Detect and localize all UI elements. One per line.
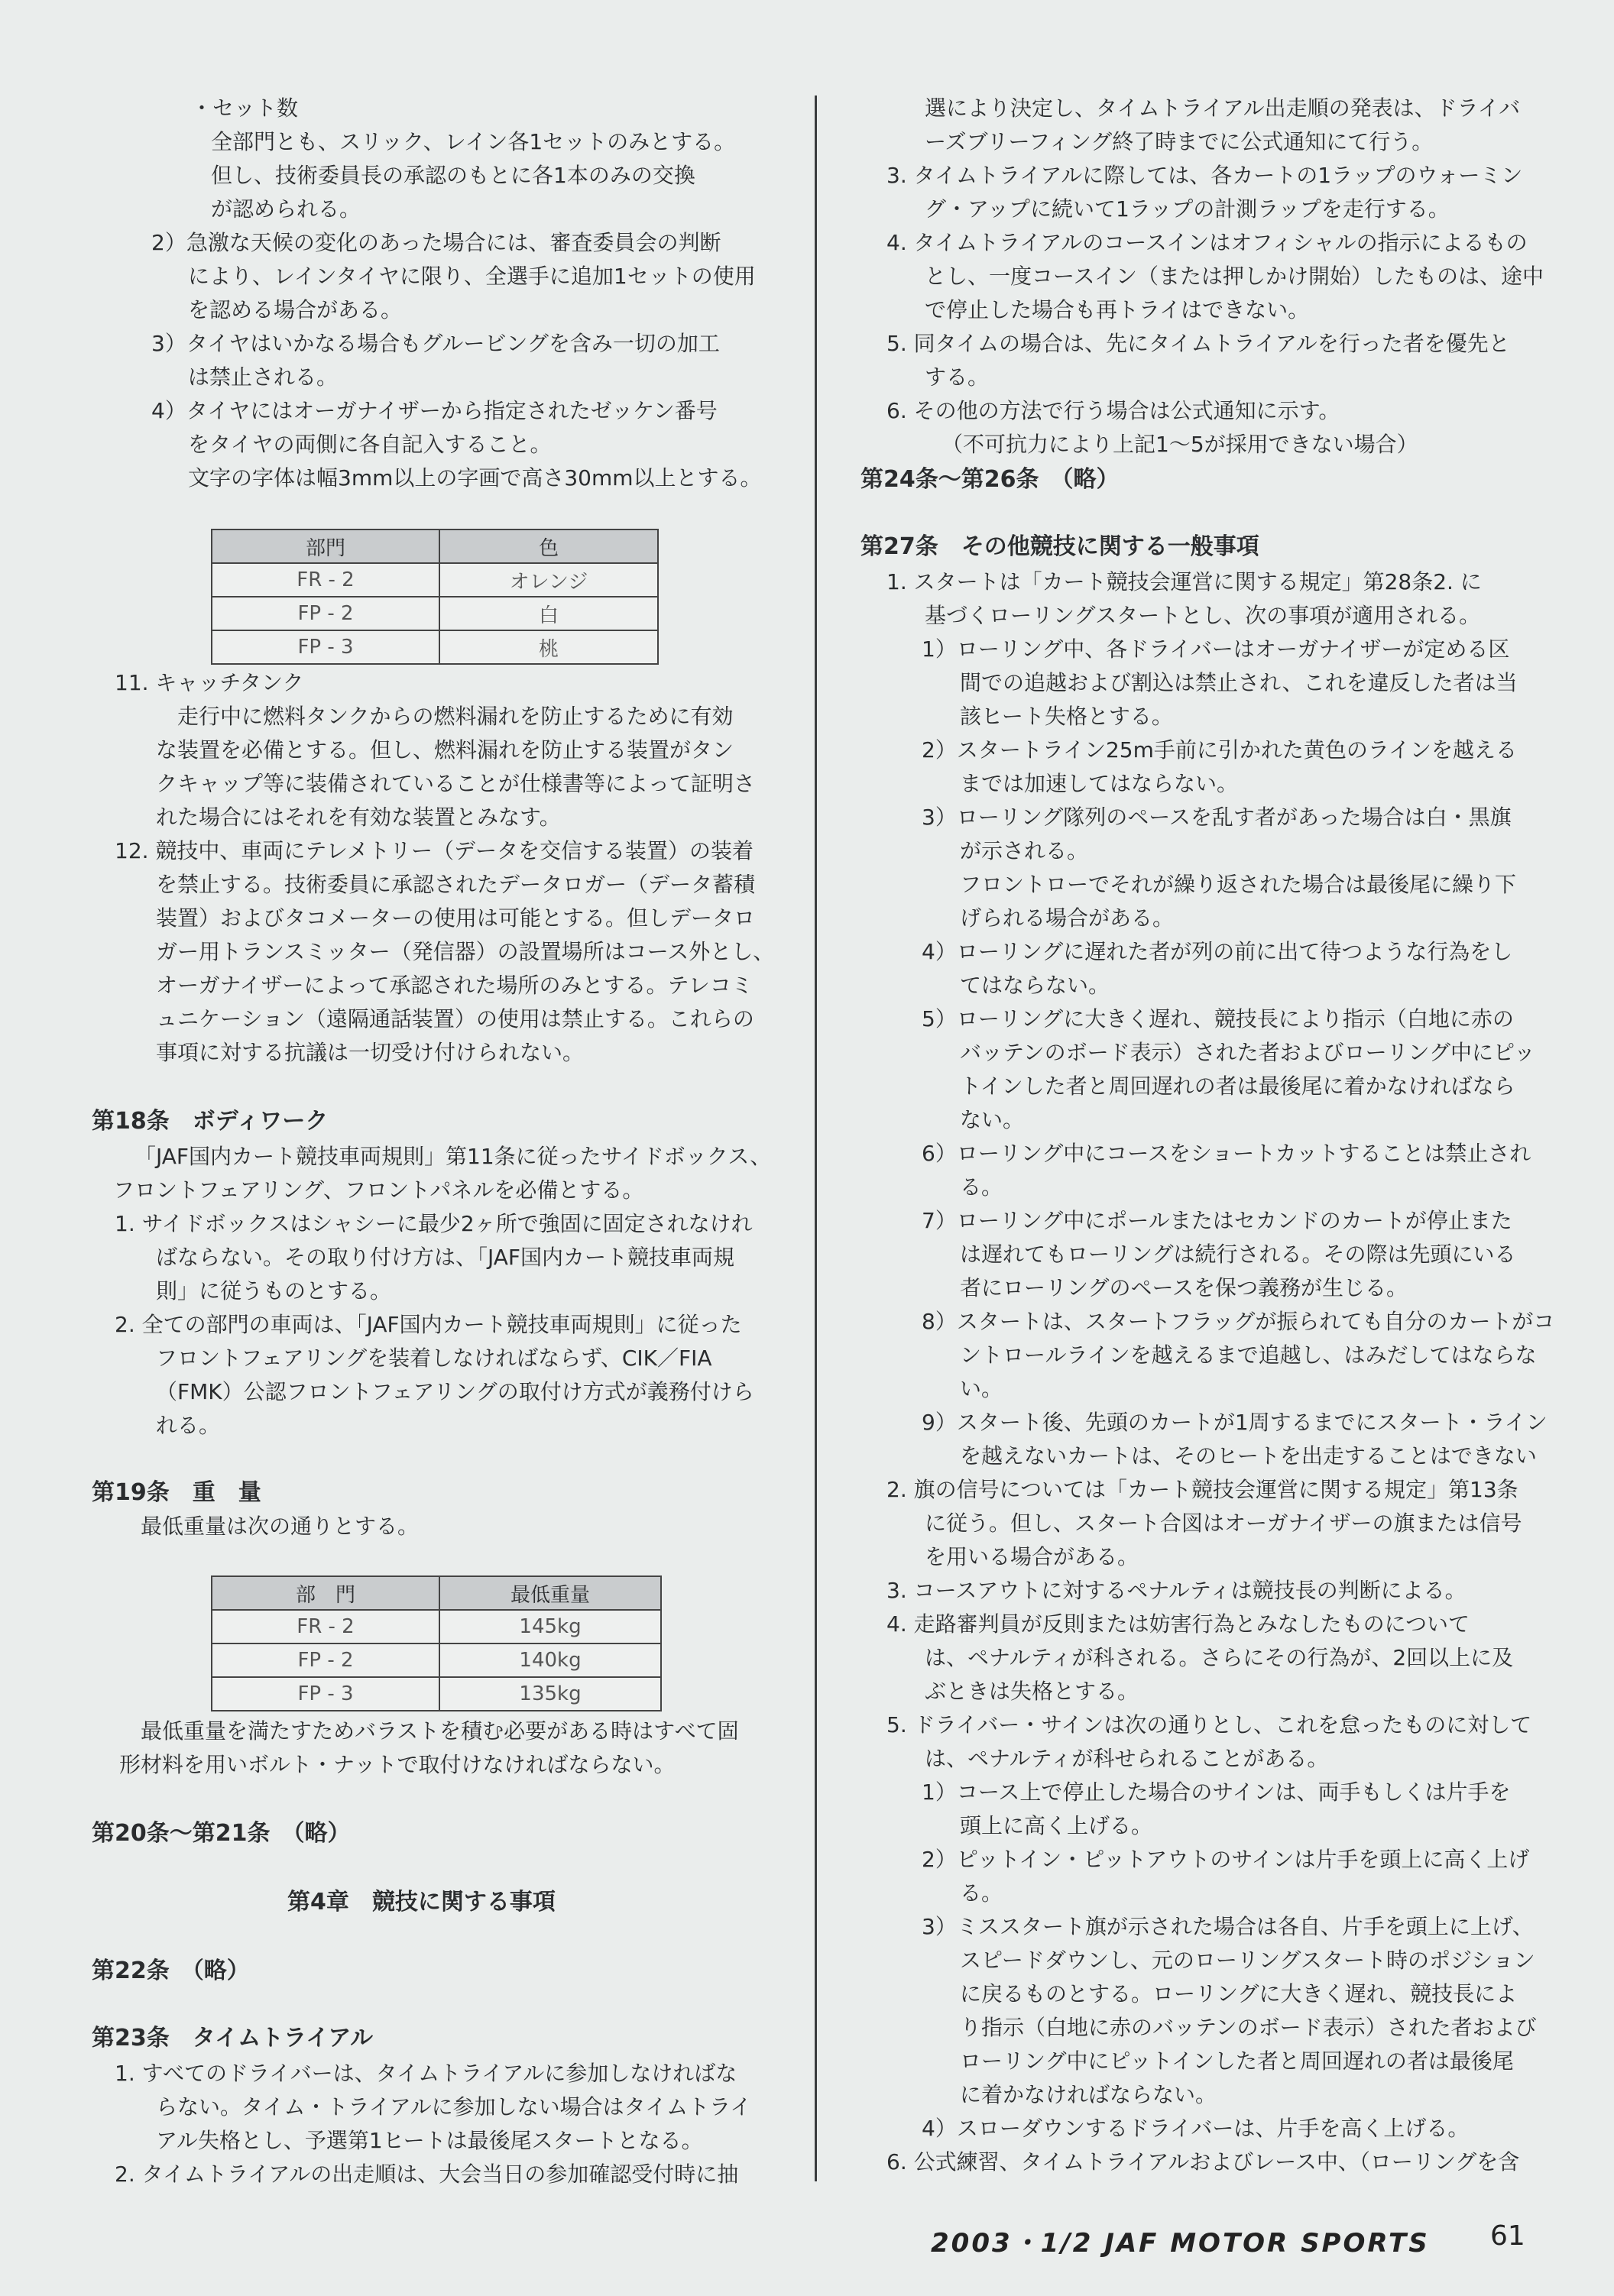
section-heading: 第27条 その他競技に関する一般事項 <box>860 533 1259 560</box>
text-line: （FMK）公認フロントフェアリングの取付け方式が義務付けら <box>156 1379 754 1404</box>
text-line: に戻るものとする。ローリングに大きく遅れ、競技長によ <box>960 1981 1518 2006</box>
tire-color-table <box>211 529 659 665</box>
text-line: 最低重量は次の通りとする。 <box>141 1514 420 1539</box>
text-line: 則」に従うものとする。 <box>156 1278 392 1303</box>
cell-weight: 140kg <box>439 1643 661 1677</box>
text-line: は遅れてもローリングは続行される。その際は先頭にいる <box>960 1242 1516 1267</box>
cell-division: FP - 3 <box>212 1677 439 1711</box>
text-line: 3）タイヤはいかなる場合もグルービングを含み一切の加工 <box>151 331 720 356</box>
section-heading: 第18条 ボディワーク <box>92 1108 329 1135</box>
cell-division: FP - 2 <box>212 597 439 630</box>
text-line: 2. 全ての部門の車両は、「JAF国内カート競技車両規則」に従った <box>115 1312 742 1337</box>
text-line: に従う。但し、スタート合図はオーガナイザーの旗または信号 <box>925 1511 1522 1536</box>
text-line: 装置）およびタコメーターの使用は可能とする。但しデータロ <box>156 905 756 931</box>
text-line: 該ヒート失格とする。 <box>960 704 1173 729</box>
magazine-footer: 2003・1/2 JAF MOTOR SPORTS <box>931 2228 1430 2259</box>
text-line: 1. スタートは「カート競技会運営に関する規定」第28条2. に <box>886 569 1482 594</box>
text-line: 8）スタートは、スタートフラッグが振られても自分のカートがコ <box>922 1309 1555 1334</box>
text-line: ・セット数 <box>191 96 299 121</box>
text-line: 5）ローリングに大きく遅れ、競技長により指示（白地に赤の <box>922 1006 1514 1031</box>
text-line: ュニケーション（遠隔通話装置）の使用は禁止する。これらの <box>156 1006 754 1031</box>
section-heading: 第19条 重 量 <box>92 1479 261 1506</box>
text-line: 間での追越および割込は禁止され、これを違反した者は当 <box>960 670 1518 695</box>
text-line: を禁止する。技術委員に承認されたデータロガー（データ蓄積 <box>156 872 756 897</box>
header-division: 部 門 <box>212 1576 439 1610</box>
text-line: 基づくローリングスタートとし、次の事項が適用される。 <box>925 603 1481 628</box>
text-line: により、レインタイヤに限り、全選手に追加1セットの使用 <box>188 264 756 289</box>
header-color: 色 <box>439 529 658 563</box>
text-line: する。 <box>925 364 990 390</box>
text-line: ーズブリーフィング終了時までに公式通知にて行う。 <box>925 129 1434 154</box>
table-row <box>212 1610 661 1643</box>
text-line: ローリング中にピットインした者と周回遅れの者は最後尾 <box>960 2048 1514 2074</box>
section-heading: 第23条 タイムトライアル <box>92 2025 374 2052</box>
text-line: 2. 旗の信号については「カート競技会運営に関する規定」第13条 <box>886 1477 1518 1502</box>
text-line: 文字の字体は幅3mm以上の字画で高さ30mm以上とする。 <box>188 465 762 491</box>
column-divider <box>815 96 817 2181</box>
text-line: 9）スタート後、先頭のカートが1周するまでにスタート・ライン <box>922 1410 1548 1435</box>
text-line: 「JAF国内カート競技車両規則」第11条に従ったサイドボックス、 <box>134 1144 772 1169</box>
text-line: る。 <box>960 1174 1003 1200</box>
text-line: げられる場合がある。 <box>960 905 1175 931</box>
text-line: フロントローでそれが繰り返された場合は最後尾に繰り下 <box>960 872 1517 897</box>
text-line: 最低重量を満たすためバラストを積む必要がある時はすべて固 <box>141 1718 739 1744</box>
text-line: 1）コース上で停止した場合のサインは、両手もしくは片手を <box>922 1779 1511 1805</box>
text-line: ばならない。その取り付け方は、「JAF国内カート競技車両規 <box>156 1245 735 1270</box>
text-line: トインした者と周回遅れの者は最後尾に着かなければなら <box>960 1074 1515 1099</box>
text-line: 4. タイムトライアルのコースインはオフィシャルの指示によるもの <box>886 230 1528 255</box>
text-line: 走行中に燃料タンクからの燃料漏れを防止するために有効 <box>177 704 734 729</box>
text-line: を認める場合がある。 <box>188 297 403 322</box>
text-line: フロントフェアリングを装着しなければならず、CIK／FIA <box>156 1346 712 1371</box>
text-line: 1）ローリング中、各ドライバーはオーガナイザーが定める区 <box>922 636 1510 662</box>
section-heading: 第22条 （略） <box>92 1958 250 1984</box>
table-row <box>212 597 658 630</box>
text-line: とし、一度コースイン（または押しかけ開始）したものは、途中 <box>925 264 1544 289</box>
text-line: 4）ローリングに遅れた者が列の前に出て待つような行為をし <box>922 939 1513 964</box>
text-line: 全部門とも、スリック、レイン各1セットのみとする。 <box>211 129 736 154</box>
header-division: 部門 <box>212 529 439 563</box>
text-line: 2）スタートライン25m手前に引かれた黄色のラインを越える <box>922 737 1518 763</box>
text-line: オーガナイザーによって承認された場所のみとする。テレコミ <box>156 973 753 998</box>
text-line: る。 <box>960 1880 1003 1906</box>
cell-division: FP - 2 <box>212 1643 439 1677</box>
table-header-row <box>212 529 658 563</box>
text-line: な装置を必備とする。但し、燃料漏れを防止する装置がタン <box>156 737 734 763</box>
text-line: り指示（白地に赤のバッテンのボード表示）された者および <box>960 2015 1537 2040</box>
cell-color: オレンジ <box>439 563 658 597</box>
text-line: 4）スローダウンするドライバーは、片手を高く上げる。 <box>922 2116 1470 2141</box>
text-line: 但し、技術委員長の承認のもとに各1本のみの交換 <box>211 163 695 188</box>
table-header-row <box>212 1576 661 1610</box>
text-line: 6. 公式練習、タイムトライアルおよびレース中、（ローリングを含 <box>886 2149 1520 2175</box>
table-row <box>212 1677 661 1711</box>
text-line: 3. タイムトライアルに際しては、各カートの1ラップのウォーミン <box>886 163 1523 188</box>
text-line: は禁止される。 <box>188 364 339 390</box>
text-line: ぶときは失格とする。 <box>925 1679 1139 1704</box>
text-line: 7）ローリング中にポールまたはセカンドのカートが停止また <box>922 1208 1512 1233</box>
table-row <box>212 1643 661 1677</box>
text-line: グ・アップに続いて1ラップの計測ラップを走行する。 <box>925 196 1450 222</box>
text-line: 6）ローリング中にコースをショートカットすることは禁止され <box>922 1141 1531 1166</box>
table-row <box>212 563 658 597</box>
cell-weight: 145kg <box>439 1610 661 1643</box>
section-heading: 第20条〜第21条 （略） <box>92 1820 351 1847</box>
section-heading: 第24条〜第26条 （略） <box>860 466 1120 493</box>
text-line: らない。タイム・トライアルに参加しない場合はタイムトライ <box>156 2094 752 2120</box>
cell-division: FR - 2 <box>212 1610 439 1643</box>
text-line: 3）ミススタート旗が示された場合は各自、片手を頭上に上げ、 <box>922 1914 1534 1939</box>
table-row <box>212 630 658 664</box>
text-line: アル失格とし、予選第1ヒートは最後尾スタートとなる。 <box>156 2128 703 2153</box>
text-line: （不可抗力により上記1〜5が採用できない場合） <box>942 432 1418 457</box>
text-line: ない。 <box>960 1107 1025 1132</box>
text-line: 1. サイドボックスはシャシーに最少2ヶ所で強固に固定されなけれ <box>115 1211 753 1236</box>
cell-color: 桃 <box>439 630 658 664</box>
text-line: 選により決定し、タイムトライアル出走順の発表は、ドライバ <box>925 96 1521 121</box>
text-line: ントロールラインを越えるまで追越し、はみだしてはならな <box>960 1342 1537 1368</box>
text-line: 4）タイヤにはオーガナイザーから指定されたゼッケン番号 <box>151 398 718 423</box>
text-line: を越えないカートは、そのヒートを出走することはできない <box>960 1443 1537 1469</box>
text-line: 11. キャッチタンク <box>115 670 304 695</box>
text-line: バッテンのボード表示）された者およびローリング中にピッ <box>960 1040 1535 1065</box>
text-line: てはならない。 <box>960 973 1110 998</box>
text-line: 1. すべてのドライバーは、タイムトライアルに参加しなければな <box>115 2061 737 2086</box>
text-line: れた場合にはそれを有効な装置とみなす。 <box>156 805 561 830</box>
cell-color: 白 <box>439 597 658 630</box>
page-number: 61 <box>1490 2220 1525 2252</box>
text-line: が認められる。 <box>211 196 361 222</box>
text-line: 6. その他の方法で行う場合は公式通知に示す。 <box>886 398 1340 423</box>
text-line: が示される。 <box>960 838 1089 863</box>
text-line: ガー用トランスミッター（発信器）の設置場所はコース外とし、 <box>156 939 775 964</box>
text-line: 3）ローリング隊列のペースを乱す者があった場合は白・黒旗 <box>922 805 1512 830</box>
text-line: に着かなければならない。 <box>960 2082 1217 2107</box>
minimum-weight-table <box>211 1575 662 1711</box>
section-heading: 第4章 競技に関する事項 <box>287 1889 556 1915</box>
text-line: 5. 同タイムの場合は、先にタイムトライアルを行った者を優先と <box>886 331 1510 356</box>
text-line: クキャップ等に装備されていることが仕様書等によって証明さ <box>156 771 756 796</box>
text-line: 者にローリングのペースを保つ義務が生じる。 <box>960 1275 1408 1300</box>
text-line: は、ペナルティが科せられることがある。 <box>925 1746 1329 1771</box>
text-line: 3. コースアウトに対するペナルティは競技長の判断による。 <box>886 1578 1467 1603</box>
text-line: スピードダウンし、元のローリングスタート時のポジション <box>960 1948 1535 1973</box>
cell-division: FP - 3 <box>212 630 439 664</box>
text-line: 12. 競技中、車両にテレメトリー（データを交信する装置）の装着 <box>115 838 754 863</box>
text-line: 事項に対する抗議は一切受け付けられない。 <box>156 1040 585 1065</box>
text-line: は、ペナルティが科される。さらにその行為が、2回以上に及 <box>925 1645 1514 1670</box>
text-line: 2. タイムトライアルの出走順は、大会当日の参加確認受付時に抽 <box>115 2162 739 2187</box>
text-line: 4. 走路審判員が反則または妨害行為とみなしたものについて <box>886 1611 1470 1637</box>
text-line: フロントフェアリング、フロントパネルを必備とする。 <box>113 1177 644 1203</box>
text-line: 頭上に高く上げる。 <box>960 1813 1153 1838</box>
header-min-weight: 最低重量 <box>439 1576 661 1610</box>
text-line: 2）急激な天候の変化のあった場合には、審査委員会の判断 <box>151 230 721 255</box>
text-line: 5. ドライバー・サインは次の通りとし、これを怠ったものに対して <box>886 1712 1532 1737</box>
text-line: までは加速してはならない。 <box>960 771 1239 796</box>
text-line: れる。 <box>156 1413 221 1438</box>
text-line: を用いる場合がある。 <box>925 1544 1139 1569</box>
text-line: い。 <box>960 1376 1003 1401</box>
text-line: 形材料を用いボルト・ナットで取付けなければならない。 <box>119 1752 676 1777</box>
text-line: 2）ピットイン・ピットアウトのサインは片手を頭上に高く上げ <box>922 1847 1530 1872</box>
text-line: で停止した場合も再トライはできない。 <box>925 297 1310 322</box>
cell-weight: 135kg <box>439 1677 661 1711</box>
text-line: をタイヤの両側に各自記入すること。 <box>188 432 552 457</box>
cell-division: FR - 2 <box>212 563 439 597</box>
